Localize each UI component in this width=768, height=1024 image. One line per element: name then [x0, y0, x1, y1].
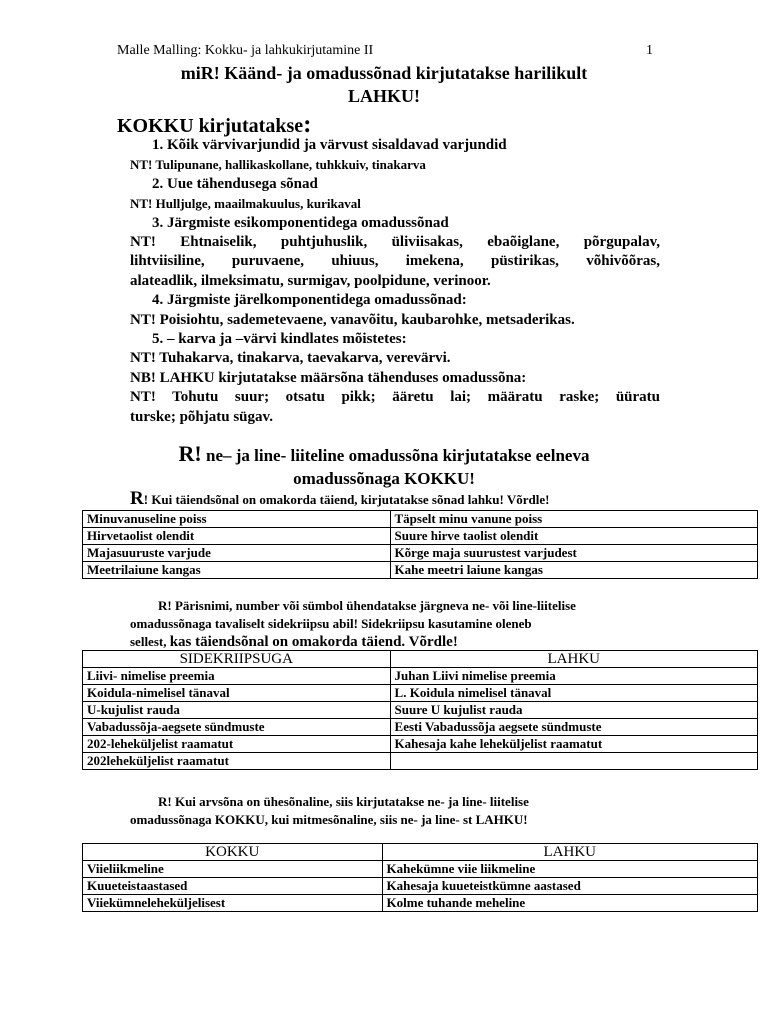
rule-ne-line-heading: [110, 442, 658, 490]
table-row: [83, 528, 758, 545]
table-cell: U-kujulist rauda: [83, 702, 391, 719]
para2-line-3b: kas täiendsõnal on omakorda täiend. Võrdle!: [169, 634, 458, 650]
table-row: [83, 545, 758, 562]
comparison-table-1: [82, 510, 758, 579]
rules-list-line: lihtviisiline, puruvaene, uhiuus, imekena, püstirikas, võhivõõras,: [130, 253, 660, 270]
table-cell: Kolme tuhande meheline: [382, 895, 757, 912]
rules-list-line: NT! Tohutu suur; otsatu pikk; ääretu lai; määratu raske; üüratu: [130, 389, 660, 406]
table-row: [83, 878, 758, 895]
table-cell: Minuvanuseline poiss: [83, 511, 391, 528]
numeral-comparison-table: [82, 843, 758, 912]
table-cell: Suure U kujulist rauda: [390, 702, 757, 719]
rules-list-line: 5. – karva ja –värvi kindlates mõistetes:: [152, 331, 407, 348]
rule-marker: R!: [178, 441, 202, 466]
main-title: [90, 62, 678, 108]
table-cell: Juhan Liivi nimelise preemia: [390, 668, 757, 685]
table-cell: Hirvetaolist olendit: [83, 528, 391, 545]
rules-list-line: 2. Uue tähendusega sõnad: [152, 175, 318, 192]
rules-list-line: NT! Poisiohtu, sademetevaene, vanavõitu, kaubarohke, metsaderikas.: [130, 311, 575, 328]
table-row: [83, 895, 758, 912]
table-cell: Viiekümneleheküljelisest: [83, 895, 383, 912]
rules-list-line: 3. Järgmiste esikomponentidega omadussõnad: [152, 214, 449, 231]
kokku-heading-colon: :: [303, 111, 312, 138]
rules-list-line: turske; põhjatu sügav.: [130, 408, 273, 425]
page-number: 1: [646, 43, 653, 58]
table-cell: 202leheküljelist raamatut: [83, 753, 391, 770]
table-cell: Kahesaja kahe leheküljelist raamatut: [390, 736, 757, 753]
table-cell: Täpselt minu vanune poiss: [390, 511, 758, 528]
kokku-heading: [117, 111, 311, 139]
table-cell: Kõrge maja suurustest varjudest: [390, 545, 758, 562]
table-cell: Viieliikmeline: [83, 861, 383, 878]
para2-line-1: R! Pärisnimi, number või sümbol ühendatakse järgneva ne- või line-liitelise: [158, 598, 576, 613]
table-cell: Vabadussõja-aegsete sündmuste: [83, 719, 391, 736]
table-cell: Kahekümne viie liikmeline: [382, 861, 757, 878]
main-title-line-2: LAHKU!: [348, 86, 420, 106]
rules-list-line: NT! Ehtnaiselik, puhtjuhuslik, üliviisakas, ebaõiglane, põrgupalav,: [130, 234, 660, 251]
para2-line-2: omadussõnaga tavaliselt sidekriipsu abil! Sidekriipsu kasutamine oleneb: [130, 616, 532, 631]
table3-header-kokku: KOKKU: [83, 844, 383, 861]
table-cell: Eesti Vabadussõja aegsete sündmuste: [390, 719, 757, 736]
table-row: [83, 702, 758, 719]
para3-line-1: R! Kui arvsõna on ühesõnaline, siis kirjutatakse ne- ja line- liitelise: [158, 794, 529, 809]
rules-list-line: NB! LAHKU kirjutatakse määrsõna tähenduses omadussõna:: [130, 369, 527, 386]
para2-line-3a: sellest,: [130, 634, 170, 649]
hyphen-comparison-table: [82, 650, 758, 770]
rules-list-line: NT! Tulipunane, hallikaskollane, tuhkkuiv, tinakarva: [130, 157, 426, 173]
rules-list-line: NT! Hulljulge, maailmakuulus, kurikaval: [130, 196, 361, 212]
table-cell: L. Koidula nimelisel tänaval: [390, 685, 757, 702]
rules-list: [130, 136, 660, 427]
rule-ne-line-text-1: ne– ja line- liiteline omadussõna kirjutatakse eelneva: [201, 446, 590, 465]
table2-header-hyphen: SIDEKRIIPSUGA: [83, 651, 391, 668]
table-cell: Koidula-nimelisel tänaval: [83, 685, 391, 702]
page-header: [117, 43, 653, 59]
table-row: [83, 753, 758, 770]
rule-numeral-paragraph: [130, 793, 650, 829]
main-title-line-1: miR! Käänd- ja omadussõnad kirjutatakse harilikult: [180, 63, 588, 83]
rule-compare-text: ! Kui täiendsõnal on omakorda täiend, kirjutatakse sõnad lahku! Võrdle!: [143, 492, 550, 507]
table-row: [83, 685, 758, 702]
rules-list-line: NT! Tuhakarva, tinakarva, taevakarva, verevärvi.: [130, 350, 451, 367]
table-cell: [390, 753, 757, 770]
table-row: [83, 668, 758, 685]
table-cell: Liivi- nimelise preemia: [83, 668, 391, 685]
table-cell: Kahesaja kuueteistkümne aastased: [382, 878, 757, 895]
kokku-heading-text: KOKKU kirjutatakse: [117, 115, 304, 137]
rules-list-line: 1. Kõik värvivarjundid ja värvust sisaldavad varjundid: [152, 137, 507, 153]
table3-header-lahku: LAHKU: [382, 844, 757, 861]
table-cell: Kahe meetri laiune kangas: [390, 562, 758, 579]
para3-line-2: omadussõnaga KOKKU, kui mitmesõnaline, siis ne- ja line- st LAHKU!: [130, 812, 528, 827]
rule-compare-marker: R: [130, 488, 144, 509]
rule-proper-noun-paragraph: [130, 597, 650, 651]
table-row: [83, 861, 758, 878]
table-cell: Meetrilaiune kangas: [83, 562, 391, 579]
table-cell: Suure hirve taolist olendit: [390, 528, 758, 545]
table2-header-lahku: LAHKU: [390, 651, 757, 668]
table-cell: 202-leheküljelist raamatut: [83, 736, 391, 753]
table-row: [83, 511, 758, 528]
table-row: [83, 736, 758, 753]
table-cell: Majasuuruste varjude: [83, 545, 391, 562]
header-title: Malle Malling: Kokku- ja lahkukirjutamine II: [117, 43, 374, 58]
table-row: [83, 562, 758, 579]
rules-list-line: 4. Järgmiste järelkomponentidega omadussõnad:: [152, 292, 467, 309]
rules-list-line: alateadlik, ilmeksimatu, surmigav, poolpidune, verinoor.: [130, 272, 491, 289]
table-row: [83, 719, 758, 736]
rule-ne-line-text-2: omadussõnaga KOKKU!: [293, 469, 475, 488]
rule-compare-line: [130, 488, 660, 510]
table-cell: Kuueteistaastased: [83, 878, 383, 895]
